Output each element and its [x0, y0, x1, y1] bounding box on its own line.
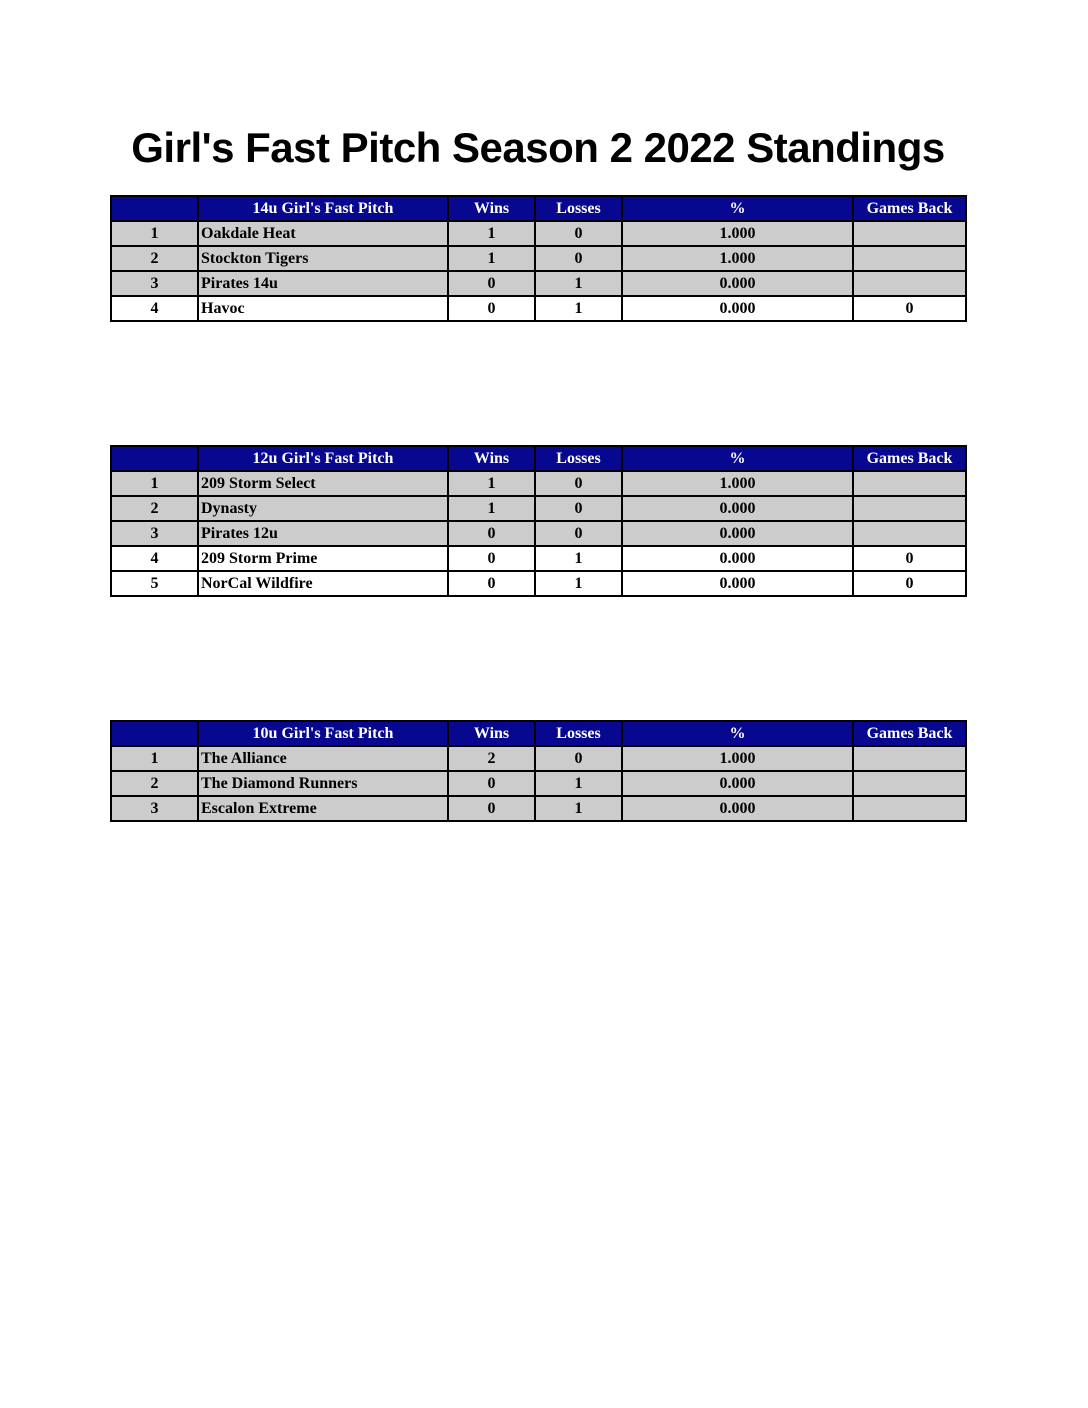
- rank-header: [111, 446, 198, 471]
- losses-header: Losses: [535, 446, 622, 471]
- percentage-cell: 1.000: [622, 221, 853, 246]
- rank-header: [111, 196, 198, 221]
- losses-cell: 0: [535, 221, 622, 246]
- wins-header: Wins: [448, 446, 535, 471]
- team-name-cell: Dynasty: [198, 496, 448, 521]
- team-name-cell: The Diamond Runners: [198, 771, 448, 796]
- table-header-row: [111, 721, 966, 746]
- rank-cell: 4: [111, 546, 198, 571]
- wins-header: Wins: [448, 196, 535, 221]
- games-back-cell: 0: [853, 571, 966, 596]
- losses-cell: 1: [535, 546, 622, 571]
- wins-cell: 1: [448, 246, 535, 271]
- rank-cell: 3: [111, 796, 198, 821]
- wins-cell: 0: [448, 521, 535, 546]
- percentage-header: %: [622, 196, 853, 221]
- losses-cell: 0: [535, 521, 622, 546]
- percentage-header: %: [622, 446, 853, 471]
- games-back-cell: [853, 796, 966, 821]
- team-name-cell: Stockton Tigers: [198, 246, 448, 271]
- rank-cell: 1: [111, 746, 198, 771]
- rank-cell: 3: [111, 521, 198, 546]
- standings-table-12u: [110, 445, 967, 597]
- table-row: [111, 746, 966, 771]
- table-header-row: [111, 446, 966, 471]
- team-name-cell: Escalon Extreme: [198, 796, 448, 821]
- wins-cell: 0: [448, 546, 535, 571]
- wins-cell: 0: [448, 296, 535, 321]
- wins-cell: 0: [448, 771, 535, 796]
- wins-cell: 0: [448, 571, 535, 596]
- table-row: [111, 546, 966, 571]
- losses-cell: 1: [535, 771, 622, 796]
- percentage-cell: 0.000: [622, 571, 853, 596]
- rank-cell: 2: [111, 246, 198, 271]
- losses-cell: 1: [535, 796, 622, 821]
- table-row: [111, 221, 966, 246]
- division-name-header: 14u Girl's Fast Pitch: [198, 196, 448, 221]
- wins-cell: 2: [448, 746, 535, 771]
- team-name-cell: Oakdale Heat: [198, 221, 448, 246]
- wins-cell: 0: [448, 796, 535, 821]
- rank-cell: 1: [111, 471, 198, 496]
- losses-cell: 1: [535, 271, 622, 296]
- losses-cell: 1: [535, 571, 622, 596]
- team-name-cell: NorCal Wildfire: [198, 571, 448, 596]
- division-name-header: 12u Girl's Fast Pitch: [198, 446, 448, 471]
- games-back-header: Games Back: [853, 721, 966, 746]
- team-name-cell: Pirates 12u: [198, 521, 448, 546]
- table-row: [111, 521, 966, 546]
- table-row: [111, 471, 966, 496]
- table-row: [111, 496, 966, 521]
- games-back-cell: 0: [853, 546, 966, 571]
- percentage-cell: 0.000: [622, 271, 853, 296]
- losses-cell: 0: [535, 471, 622, 496]
- games-back-cell: 0: [853, 296, 966, 321]
- standings-table-10u: [110, 720, 967, 822]
- losses-header: Losses: [535, 721, 622, 746]
- wins-cell: 1: [448, 471, 535, 496]
- games-back-cell: [853, 771, 966, 796]
- games-back-cell: [853, 496, 966, 521]
- team-name-cell: Pirates 14u: [198, 271, 448, 296]
- rank-cell: 2: [111, 496, 198, 521]
- team-name-cell: 209 Storm Prime: [198, 546, 448, 571]
- standings-table-14u: [110, 195, 967, 322]
- wins-header: Wins: [448, 721, 535, 746]
- losses-cell: 1: [535, 296, 622, 321]
- games-back-cell: [853, 271, 966, 296]
- losses-cell: 0: [535, 746, 622, 771]
- games-back-cell: [853, 471, 966, 496]
- table-row: [111, 771, 966, 796]
- percentage-cell: 0.000: [622, 296, 853, 321]
- team-name-cell: 209 Storm Select: [198, 471, 448, 496]
- wins-cell: 0: [448, 271, 535, 296]
- games-back-header: Games Back: [853, 196, 966, 221]
- percentage-cell: 1.000: [622, 746, 853, 771]
- page-title: Girl's Fast Pitch Season 2 2022 Standings: [131, 124, 945, 171]
- rank-header: [111, 721, 198, 746]
- table-row: [111, 246, 966, 271]
- games-back-cell: [853, 521, 966, 546]
- team-name-cell: Havoc: [198, 296, 448, 321]
- losses-cell: 0: [535, 496, 622, 521]
- rank-cell: 2: [111, 771, 198, 796]
- games-back-cell: [853, 221, 966, 246]
- rank-cell: 3: [111, 271, 198, 296]
- table-header-row: [111, 196, 966, 221]
- percentage-cell: 0.000: [622, 521, 853, 546]
- losses-header: Losses: [535, 196, 622, 221]
- percentage-cell: 0.000: [622, 796, 853, 821]
- rank-cell: 1: [111, 221, 198, 246]
- table-row: [111, 796, 966, 821]
- percentage-cell: 0.000: [622, 546, 853, 571]
- percentage-cell: 0.000: [622, 496, 853, 521]
- division-name-header: 10u Girl's Fast Pitch: [198, 721, 448, 746]
- wins-cell: 1: [448, 496, 535, 521]
- table-row: [111, 571, 966, 596]
- table-row: [111, 296, 966, 321]
- rank-cell: 4: [111, 296, 198, 321]
- team-name-cell: The Alliance: [198, 746, 448, 771]
- games-back-cell: [853, 746, 966, 771]
- percentage-cell: 1.000: [622, 246, 853, 271]
- losses-cell: 0: [535, 246, 622, 271]
- games-back-header: Games Back: [853, 446, 966, 471]
- percentage-cell: 1.000: [622, 471, 853, 496]
- table-row: [111, 271, 966, 296]
- games-back-cell: [853, 246, 966, 271]
- wins-cell: 1: [448, 221, 535, 246]
- rank-cell: 5: [111, 571, 198, 596]
- percentage-header: %: [622, 721, 853, 746]
- percentage-cell: 0.000: [622, 771, 853, 796]
